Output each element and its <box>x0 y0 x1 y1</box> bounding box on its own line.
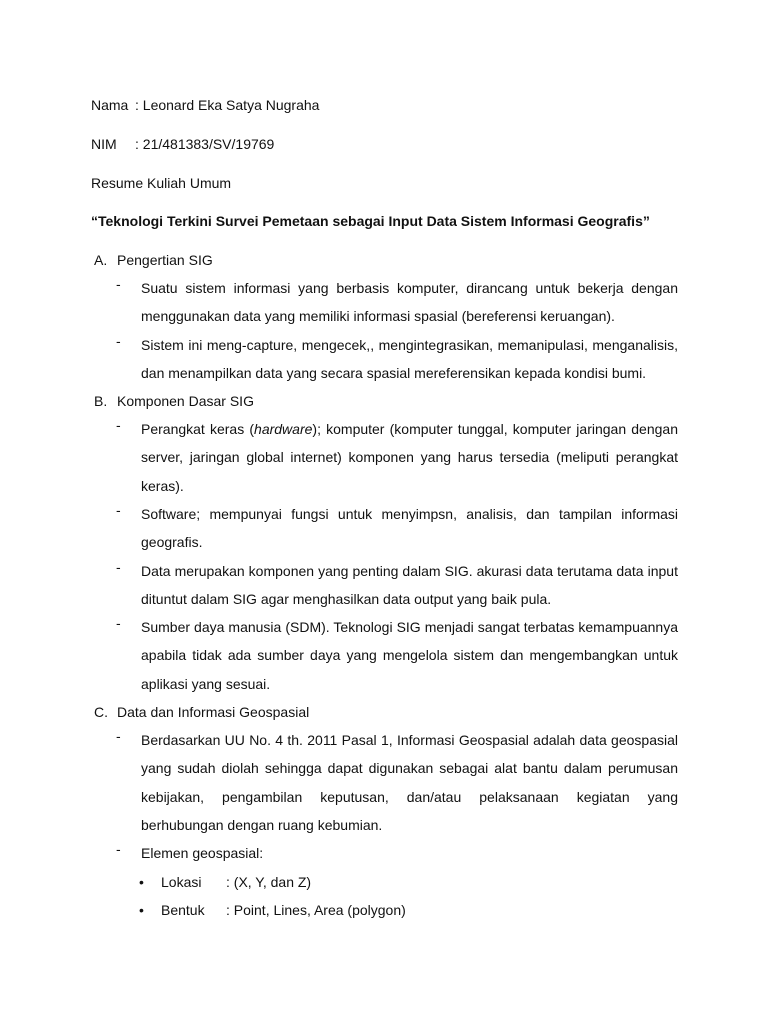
document-title: “Teknologi Terkini Survei Pemetaan sebagai Input Data Sistem Informasi Geografis” <box>91 213 650 229</box>
name-label: Nama <box>91 97 129 113</box>
list-item-text: Perangkat keras (hardware); komputer (komputer tunggal, komputer jaringan dengan server, jaringan global internet) komponen yang harus tersedia (meliputi perangkat keras). <box>141 421 678 494</box>
list-item-text: Suatu sistem informasi yang berbasis komputer, dirancang untuk bekerja dengan menggunakan data yang memiliki informasi spasial (bereferensi keruangan). <box>141 280 678 325</box>
nim-value: : 21/481383/SV/19769 <box>135 136 275 152</box>
bullet-marker: • <box>139 902 144 918</box>
dash-marker: - <box>116 502 121 518</box>
section-letter: A. <box>94 252 108 268</box>
nim-label: NIM <box>91 136 117 152</box>
list-item <box>116 500 678 557</box>
bullet-label: Lokasi <box>161 874 202 890</box>
list-item-text: Data merupakan komponen yang penting dalam SIG. akurasi data terutama data input dituntut dalam SIG agar menghasilkan data output yang baik pula. <box>141 563 678 608</box>
dash-marker: - <box>116 417 121 433</box>
document-subtitle: Resume Kuliah Umum <box>91 175 232 191</box>
bullet-label: Bentuk <box>161 902 205 918</box>
list-item <box>116 839 678 867</box>
section-letter: B. <box>94 393 108 409</box>
section-title: Komponen Dasar SIG <box>117 393 254 409</box>
section-title: Pengertian SIG <box>117 252 213 268</box>
bullet-value: : (X, Y, dan Z) <box>226 874 312 890</box>
list-item <box>116 613 678 698</box>
name-line <box>91 95 319 115</box>
dash-marker: - <box>116 841 121 857</box>
list-item-text: Sistem ini meng-capture, mengecek,, mengintegrasikan, memanipulasi, menganalisis, dan menampilkan data yang secara spasial mereferensikan kepada kondisi bumi. <box>141 337 678 382</box>
list-item-text: Berdasarkan UU No. 4 th. 2011 Pasal 1, Informasi Geospasial adalah data geospasial yang sudah diolah sehingga dapat digunakan sebagai alat bantu dalam perumusan kebijakan, pengambilan keputusan, dan/atau pelaksanaan kegiatan yang berhubungan dengan ruang kebumian. <box>141 732 678 833</box>
dash-marker: - <box>116 333 121 349</box>
section-a-heading <box>94 250 213 270</box>
name-value: : Leonard Eka Satya Nugraha <box>135 97 320 113</box>
nim-line <box>91 134 274 154</box>
list-item <box>116 726 678 839</box>
list-item-text: Sumber daya manusia (SDM). Teknologi SIG menjadi sangat terbatas kemampuannya apabila tidak ada sumber daya yang mengelola sistem dan mengembangkan untuk aplikasi yang sesuai. <box>141 619 678 692</box>
list-item-text: Elemen geospasial: <box>141 845 264 861</box>
dash-marker: - <box>116 615 121 631</box>
bullet-marker: • <box>139 874 144 890</box>
dash-marker: - <box>116 276 121 292</box>
list-item-text: Software; mempunyai fungsi untuk menyimpsn, analisis, dan tampilan informasi geografis. <box>141 506 678 551</box>
list-item <box>116 415 678 500</box>
list-item <box>116 274 678 331</box>
hardware-term: hardware <box>254 421 313 437</box>
list-item <box>116 557 678 614</box>
bullet-item <box>139 900 406 920</box>
dash-marker: - <box>116 728 121 744</box>
dash-marker: - <box>116 559 121 575</box>
section-c-heading <box>94 702 309 722</box>
section-title: Data dan Informasi Geospasial <box>117 704 310 720</box>
section-b-heading <box>94 391 254 411</box>
bullet-item <box>139 872 311 892</box>
section-letter: C. <box>94 704 108 720</box>
list-item <box>116 331 678 388</box>
bullet-value: : Point, Lines, Area (polygon) <box>226 902 406 918</box>
